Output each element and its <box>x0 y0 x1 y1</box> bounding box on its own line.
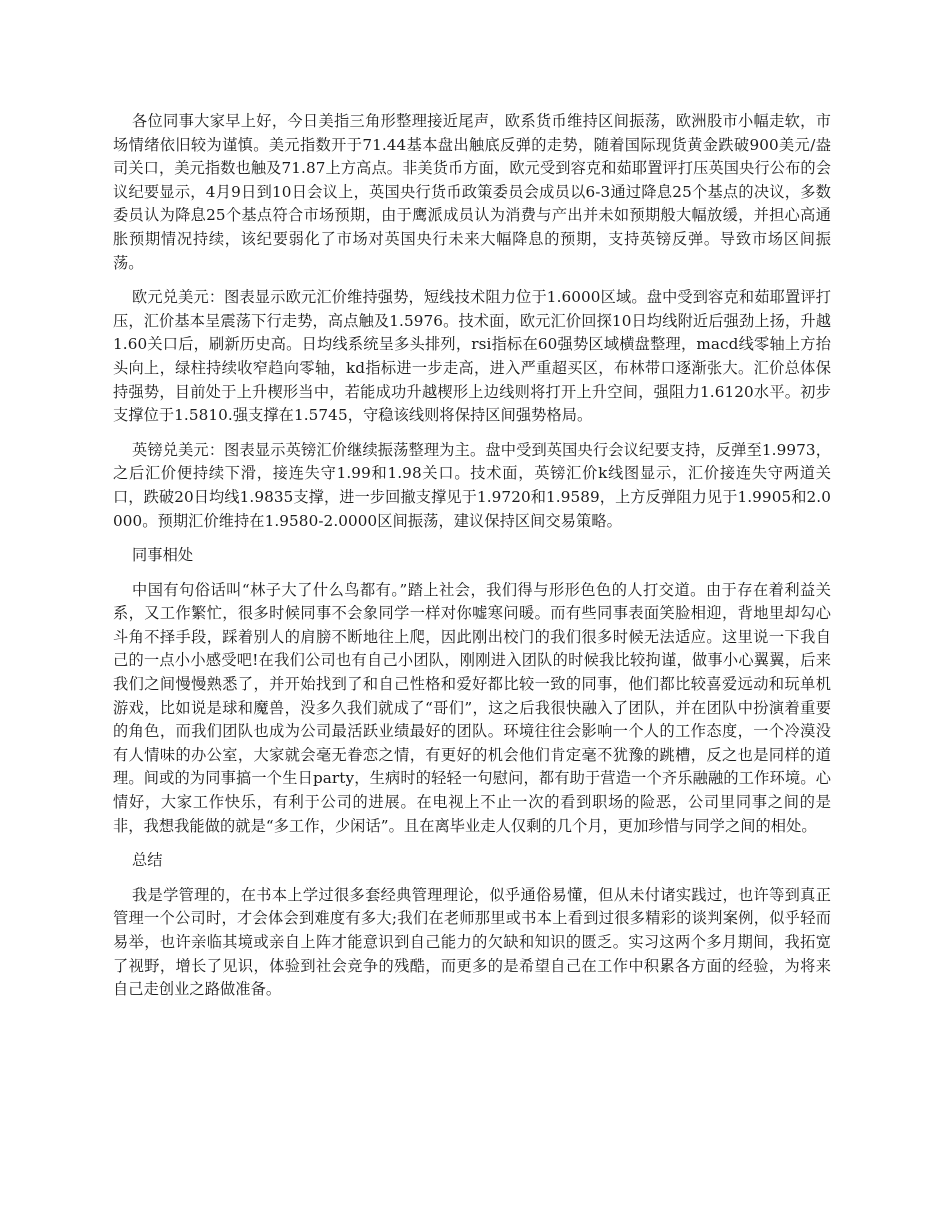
colleagues-paragraph: 中国有句俗话叫“林子大了什么鸟都有。”踏上社会，我们得与形形色色的人打交道。由于存在着利益关系，又工作繁忙，很多时候同事不会象同学一样对你嘘寒问暖。而有些同事表面笑脸相迎，背地里却勾心斗角不择手段，踩着别人的肩膀不断地往上爬，因此刚出校门的我们很多时候无法适应。这里说一下我自己的一点小小感受吧!在我们公司也有自己小团队，刚刚进入团队的时候我比较拘谨，做事小心翼翼，后来我们之间慢慢熟悉了，并开始找到了和自己性格和爱好都比较一致的同事，他们都比较喜爱远动和玩单机游戏，比如说是球和魔兽，没多久我们就成了“哥们”，这之后我很快融入了团队，并在团队中扮演着重要的角色，而我们团队也成为公司最活跃业绩最好的团队。环境往往会影响一个人的工作态度，一个冷漠没有人情味的办公室，大家就会毫无眷恋之情，有更好的机会他们肯定毫不犹豫的跳槽，反之也是同样的道理。间或的为同事搞一个生日party，生病时的轻轻一句慰问，都有助于营造一个齐乐融融的工作环境。心情好，大家工作快乐，有利于公司的进展。在电视上不止一次的看到职场的险恶，公司里同事之间的是非，我想我能做的就是“多工作，少闲话”。且在离毕业走人仅剩的几个月，更加珍惜与同学之间的相处。 <box>113 580 831 835</box>
summary-heading: 总结 <box>132 851 163 870</box>
gbp-usd-paragraph: 英镑兑美元：图表显示英镑汇价继续振荡整理为主。盘中受到英国央行会议纪要支持，反弹至1.9973，之后汇价便持续下滑，接连失守1.99和1.98关口。技术面，英镑汇价k线图显示，汇价接连失守两道关口，跌破20日均线1.9835支撑，进一步回撤支撑见于1.9720和1.9589，上方反弹阻力见于1.9905和2.0000。预期汇价维持在1.9580-2.0000区间振荡，建议保持区间交易策略。 <box>113 440 831 530</box>
document-page <box>113 110 831 1013</box>
eur-usd-paragraph: 欧元兑美元：图表显示欧元汇价维持强势，短线技术阻力位于1.6000区域。盘中受到容克和茹耶置评打压，汇价基本呈震荡下行走势，高点触及1.5976。技术面，欧元汇价回探10日均线附近后强劲上扬，升越1.60关口后，刷新历史高。日均线系统呈多头排列，rsi指标在60强势区域横盘整理，macd线零轴上方抬头向上，绿柱持续收窄趋向零轴，kd指标进一步走高，进入严重超买区，布林带口逐渐张大。汇价总体保持强势，目前处于上升楔形当中，若能成功升越楔形上边线则将打开上升空间，强阻力1.6120水平。初步支撑位于1.5810.强支撑在1.5745，守稳该线则将保持区间强势格局。 <box>113 288 831 425</box>
market-summary-paragraph: 各位同事大家早上好，今日美指三角形整理接近尾声，欧系货币维持区间振荡，欧洲股市小幅走软，市场情绪依旧较为谨慎。美元指数开于71.44基本盘出触底反弹的走势，随着国际现货黄金跌破900美元/盎司关口，美元指数也触及71.87上方高点。非美货币方面，欧元受到容克和茹耶置评打压英国央行公布的会议纪要显示，4月9日到10日会议上，英国央行货币政策委员会成员以6-3通过降息25个基点的决议，多数委员认为降息25个基点符合市场预期，由于鹰派成员认为消费与产出并未如预期般大幅放缓，并担心高通胀预期情况持续，该纪要弱化了市场对英国央行未来大幅降息的预期，支持英镑反弹。导致市场区间振荡。 <box>113 112 831 272</box>
colleagues-heading: 同事相处 <box>132 546 194 565</box>
summary-paragraph: 我是学管理的，在书本上学过很多套经典管理理论，似乎通俗易懂，但从未付诸实践过，也许等到真正管理一个公司时，才会体会到难度有多大;我们在老师那里或书本上看到过很多精彩的谈判案例，似乎轻而易举，也许亲临其境或亲自上阵才能意识到自己能力的欠缺和知识的匮乏。实习这两个多月期间，我拓宽了视野，增长了见识，体验到社会竞争的残酷，而更多的是希望自己在工作中积累各方面的经验，为将来自己走创业之路做准备。 <box>113 885 831 999</box>
